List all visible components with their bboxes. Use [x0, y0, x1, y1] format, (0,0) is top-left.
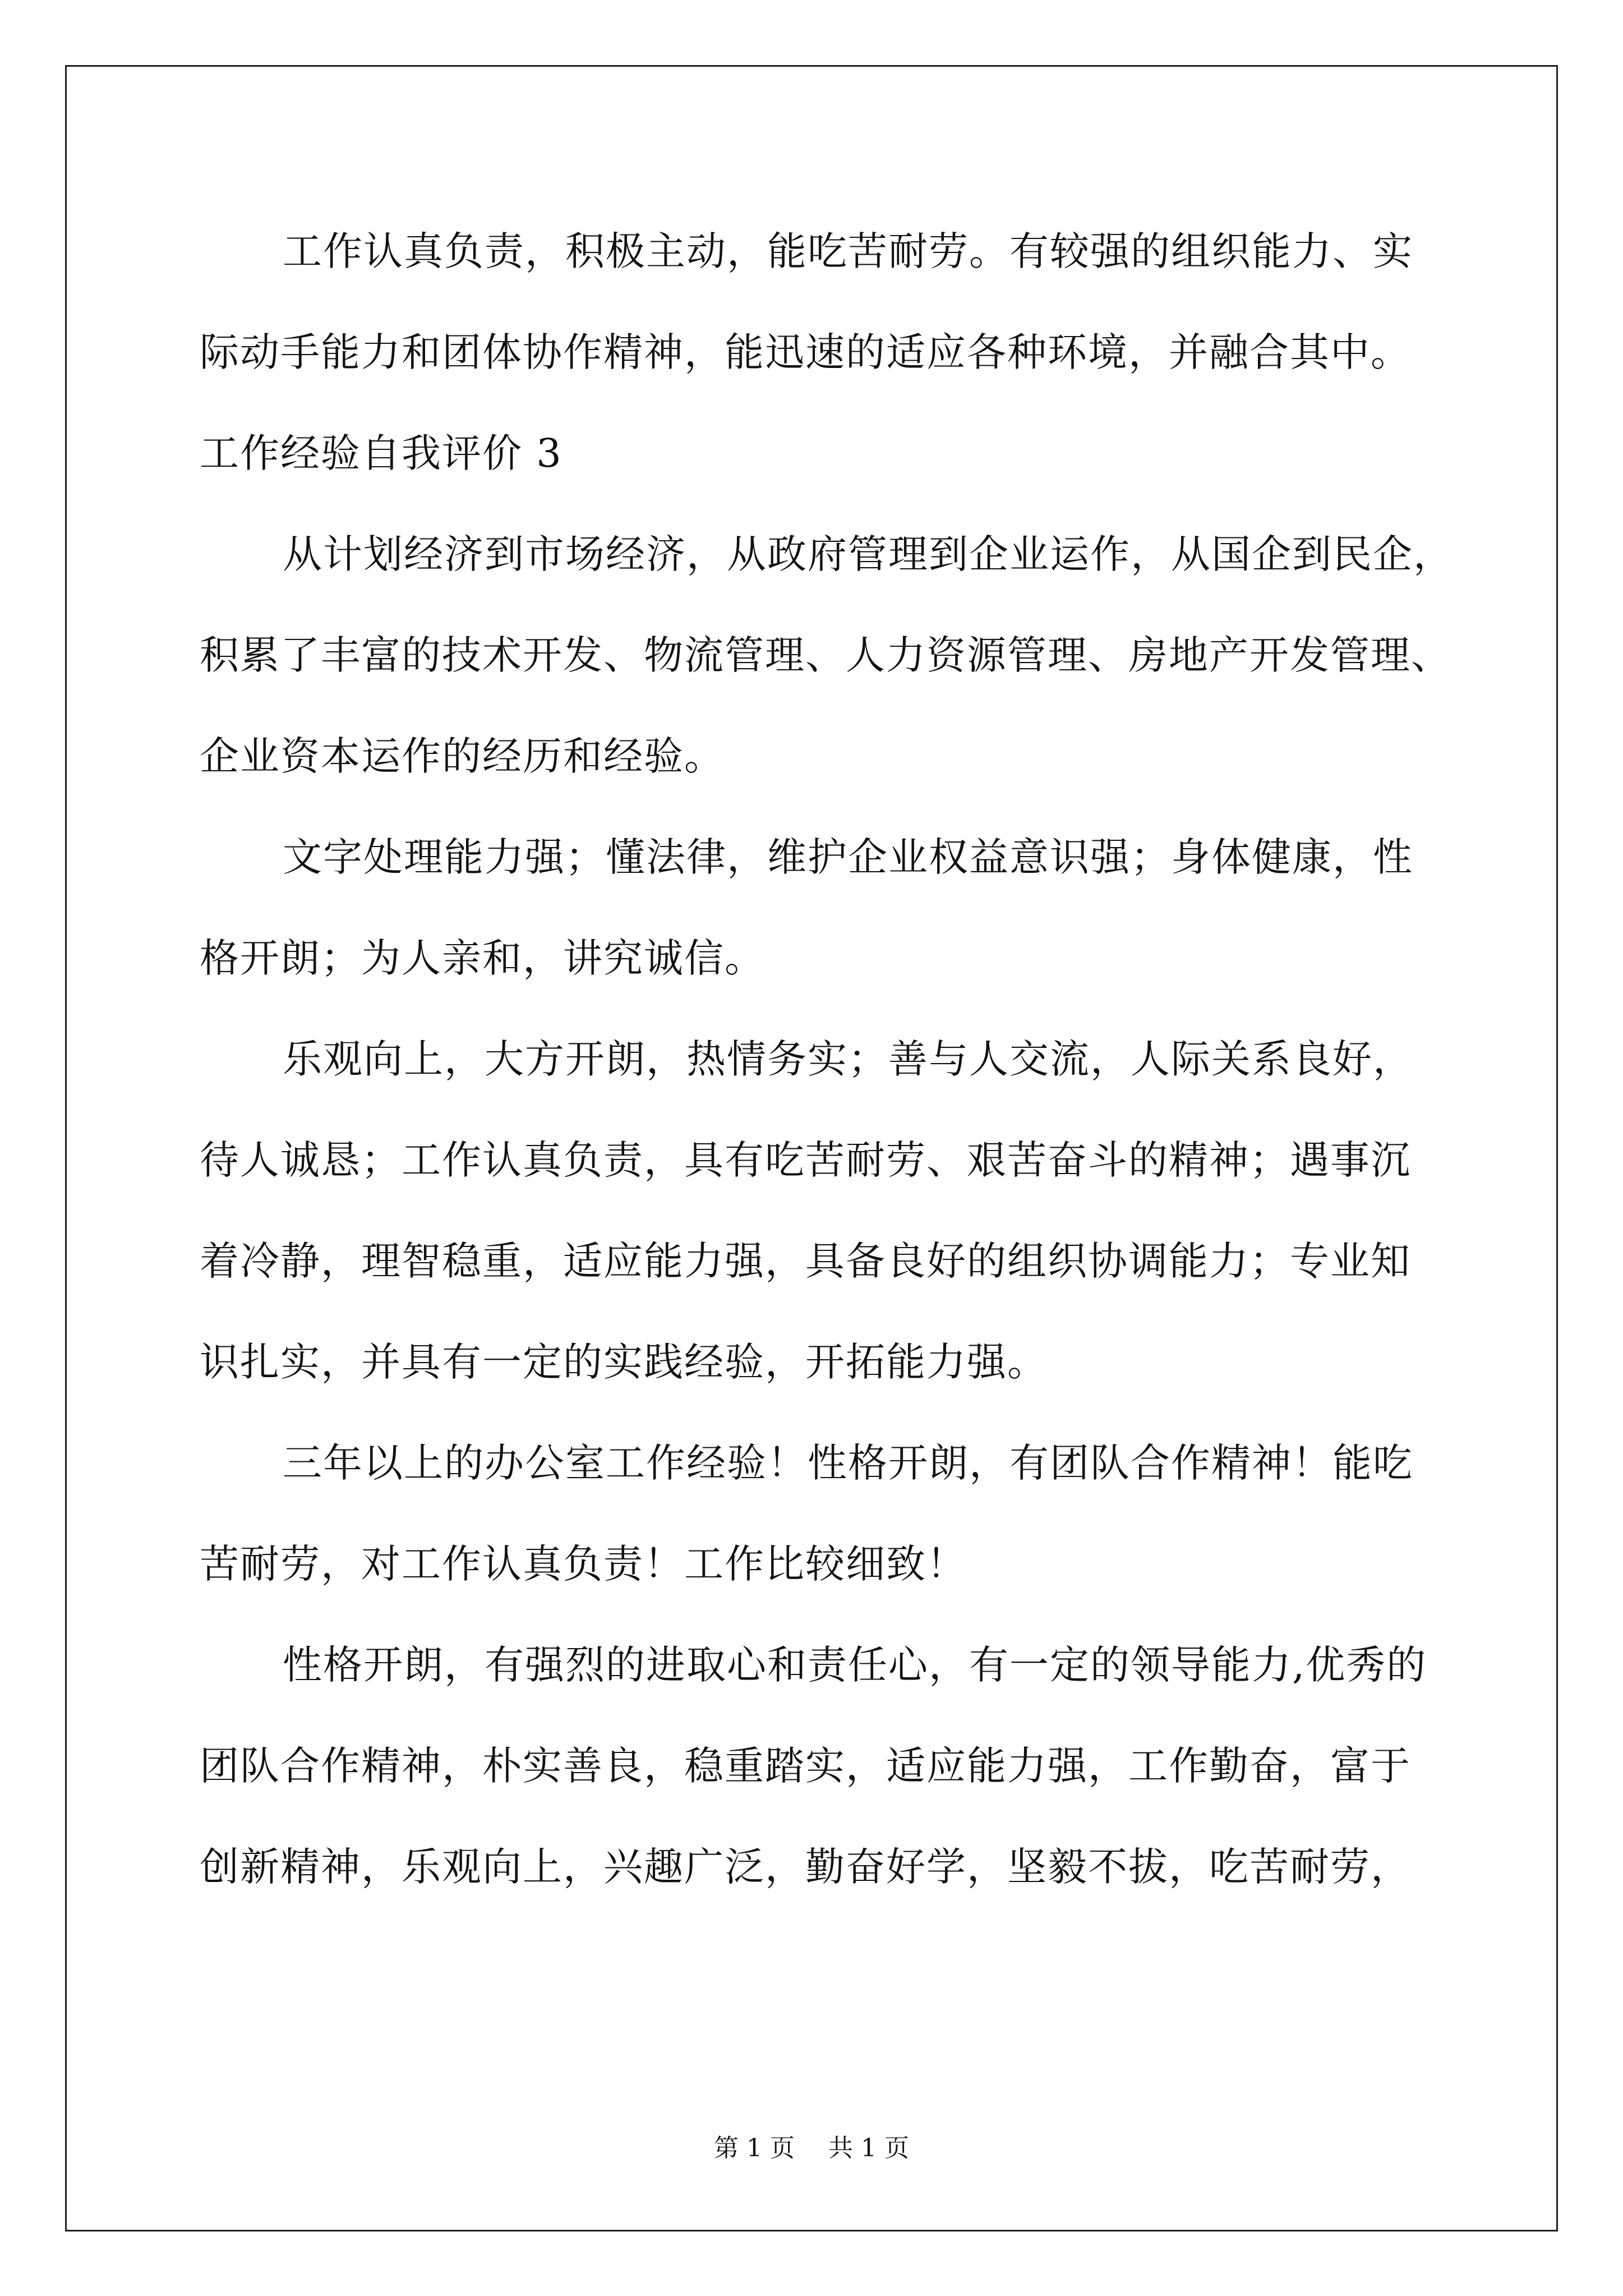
paragraph-line: 文字处理能力强；懂法律，维护企业权益意识强；身体健康，性: [283, 834, 1413, 880]
page-number: 第 1 页: [714, 2134, 795, 2162]
paragraph-line: 苦耐劳，对工作认真负责！工作比较细致！: [200, 1541, 967, 1587]
paragraph-line: 待人诚恳；工作认真负责，具有吃苦耐劳、艰苦奋斗的精神；遇事沉: [200, 1137, 1411, 1183]
paragraph-line: 识扎实，并具有一定的实践经验，开拓能力强。: [200, 1339, 1048, 1385]
paragraph-line: 性格开朗，有强烈的进取心和责任心，有一定的领导能力,优秀的: [283, 1642, 1427, 1688]
section-heading: 工作经验自我评价 3: [200, 430, 562, 476]
paragraph-line: 乐观向上，大方开朗，热情务实；善与人交流，人际关系良好，: [283, 1036, 1413, 1082]
paragraph-line: 从计划经济到市场经济，从政府管理到企业运作，从国企到民企，: [283, 531, 1454, 577]
paragraph-line: 创新精神，乐观向上，兴趣广泛，勤奋好学，坚毅不拔，吃苦耐劳，: [200, 1844, 1411, 1890]
paragraph-line: 三年以上的办公室工作经验！性格开朗，有团队合作精神！能吃: [283, 1440, 1413, 1486]
paragraph-line: 际动手能力和团体协作精神，能迅速的适应各种环境，并融合其中。: [200, 329, 1411, 375]
page-total: 共 1 页: [828, 2134, 909, 2162]
paragraph-line: 企业资本运作的经历和经验。: [200, 733, 725, 779]
paragraph-line: 积累了丰富的技术开发、物流管理、人力资源管理、房地产开发管理、: [200, 632, 1451, 678]
paragraph-line: 团队合作精神，朴实善良，稳重踏实，适应能力强，工作勤奋，富于: [200, 1743, 1411, 1789]
paragraph-line: 着冷静，理智稳重，适应能力强，具备良好的组织协调能力；专业知: [200, 1238, 1411, 1284]
page-footer: [0, 2132, 1623, 2165]
paragraph-line: 工作认真负责，积极主动，能吃苦耐劳。有较强的组织能力、实: [283, 228, 1413, 274]
paragraph-line: 格开朗；为人亲和，讲究诚信。: [200, 935, 765, 981]
document-body: [200, 201, 1456, 1917]
